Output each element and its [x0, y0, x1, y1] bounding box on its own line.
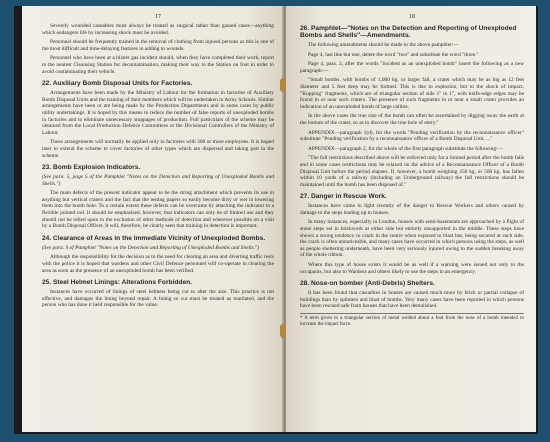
section-heading: 23. Bomb Explosion Indicators. [42, 164, 141, 172]
left-page [22, 6, 284, 432]
page-number: 17 [155, 14, 161, 20]
paragraph: The following amendments should be made to the above pamphlet:— [308, 42, 459, 48]
reference-note: (See para. 9 of Pamphlet "Notes on the Detection and Reporting of Unexploded Bombs and Shells.") [42, 244, 259, 251]
paragraph: Severely wounded casualties must always be treated as surgical rather than gassed cases—anything which endangers life by increasing shock must be avoided. [42, 23, 274, 36]
paragraph: In many instances, especially in London, houses with semi-basements are approached by a flight of stone steps set in brickwork at either side but entirely unsupported in the middle. These steps have shown a strong tendency to crack in the centre when exposed to blast but, being secured at each side, the crack is often unnoticeable, and many cases have occurred in which persons using the steps, as well as people sheltering underneath, have been very seriously injured owing to the sudden breaking away of the whole ribbon. [300, 219, 524, 259]
paragraph: In the above cases the true size of the bomb can often be ascertained by digging away the earth at the bottom of the crater, so as to discover the true hole of entry." [300, 113, 524, 126]
paragraph: "Small bombs, with bombs of 1,000 kg. or larger fall, a crater which may be as big as 12 feet diameter and 5 feet deep may be formed. This is due to explosion, but to the shock of impact. "Kopping" fragments, which are of triangular section of side 1" to 1", with knife-edge edges may be found in or near such craters. The presence of such fragments in or near a small crater provides an indication of an unexploded bomb of large calibre. [300, 77, 524, 110]
right-page-body [300, 25, 524, 328]
section-heading: 22. Auxiliary Bomb Disposal Units for Factories. [42, 80, 193, 88]
right-page [286, 6, 536, 432]
paragraph: Personnel should be frequently trained in the removal of clothing from injured persons as this is one of the most difficult and time-delaying features in adding to wounds. [42, 39, 274, 52]
paragraph: Page 4, last line but one, delete the word "two" and substitute the word "three." [308, 51, 479, 58]
left-page-body [42, 23, 274, 309]
paragraph: Although the responsibility for the decision as to the need for clearing an area and diverting traffic rests with the police it is hoped that wardens and other Civil Defence personnel will co-operate in clearing the area as soon as the presence of an unexploded bomb has been verified. [42, 254, 274, 274]
paragraph: It has been found that casualties in houses are caused much more by brick or partial collapse of buildings than by splinters and blast of bombs. Very many cases have been reported in which persons have been rescued safe from houses that have been demolished. [300, 290, 524, 310]
paragraph: Personnel who have been at a blister gas incident should, when they have completed their work, report to the nearest Cleansing Station for decontamination, making their way to the Station on foot in order to avoid contaminating their vehicle. [42, 55, 274, 75]
paragraph: Where this type of house exists it would be as well if a warning were issued not only to the occupants, but also to Wardens and others likely to use the steps in an emergency. [300, 262, 524, 275]
section-heading: 24. Clearance of Areas in the Immediate Vicinity of Unexploded Bombs. [42, 234, 266, 242]
paragraph: APPENDIX—paragraph 2, for the whole of the first paragraph substitute the following:— [308, 145, 503, 152]
footnote: * A term given to a triangular section of metal welded about a foot from the nose of a bomb intended to increase the impact force. [300, 313, 524, 328]
paragraph: APPENDIX—paragraph 1(d), for the words "Pending verification by the reconnaissance officer" substitute "Pending verification by a reconnaissance officer of a Bomb Disposal Unit, ..." [300, 129, 524, 143]
paragraph: Arrangements have been made by the Ministry of Labour for the formation in factories of Auxiliary Bomb Disposal Units and the training of their members which will be undertaken in Army Schools. Similar arrangements have been or are being made by the Production Departments and in some cases by public utility undertakings. It is hoped by this means to reduce the number of false reports of unexploded bombs in factories and to eliminate unnecessary stoppages of production. Full particulars of the scheme may be obtained from the Local Production Defence Committees or the Divisional Controllers of the Ministry of Labour. [42, 90, 274, 136]
open-booklet [14, 6, 538, 434]
section-heading: 25. Steel Helmet Linings: Alterations Forbidden. [42, 279, 192, 287]
paragraph: "The full restrictions described above will be enforced only for a limited period after the bomb falls and in some cases restrictions may be relaxed on the advice of a Reconnaissance Officer of a Bomb Disposal Unit before the period elapses. If, however, a bomb weighing 250 kg. or 500 kg. has fallen within 10 yards of a railway (including an Underground railway) the full restrictions should be maintained until the bomb has been disposed of." [300, 155, 524, 188]
page-number: 18 [409, 14, 415, 20]
section-heading: 27. Danger in Rescue Work. [300, 193, 387, 201]
paragraph: Instances have occurred of linings of steel helmets being cut to alter the size. This practice is not effective, and damages the lining beyond repair. A lining so cut must be treated as mutilated, and the person who has done it held responsible for the value. [42, 289, 274, 309]
section-heading: 26. Pamphlet—"Notes on the Detection and Reporting of Unexploded Bombs and Shells"—Amendments. [300, 25, 517, 39]
paragraph: The main defects of the present indicator appear to be the string attachment which prevents its use in anything but vertical craters and the fact that the testing papers so easily become dirty or wet in lowering them into the bomb hole. To a certain extent these defects can be overcome by attaching the indicator to a flexible jointed rod. It should be emphasised, however, that indicators can only be of limited use and they should not be relied upon to the exclusion of other methods of detection and wherever possible on a visit by a Bomb Disposal Officer. It will, therefore, be clearly seen that training in detection is important. [42, 190, 274, 230]
paragraph: Page 4, para. 2, after the words "incident as an unexploded bomb" insert the following as a new paragraph:— [300, 61, 524, 74]
section-heading: 28. Nose-on bomber (Anti-Debris) Shelters. [300, 280, 435, 288]
paragraph: These arrangements will normally be applied only to factories with 300 or more employees. It is hoped later to extend the scheme to cover factories of other types which are dispersed and taking part in the scheme. [42, 139, 274, 159]
reference-note: (See para. 5, page 5 of the Pamphlet "Notes on the Detection and Reporting of Unexploded Bombs and Shells.") [42, 174, 274, 187]
paragraph: Instances have come to light recently of the danger to Rescue Workers and others caused by damage to the steps leading up to houses. [300, 203, 524, 216]
